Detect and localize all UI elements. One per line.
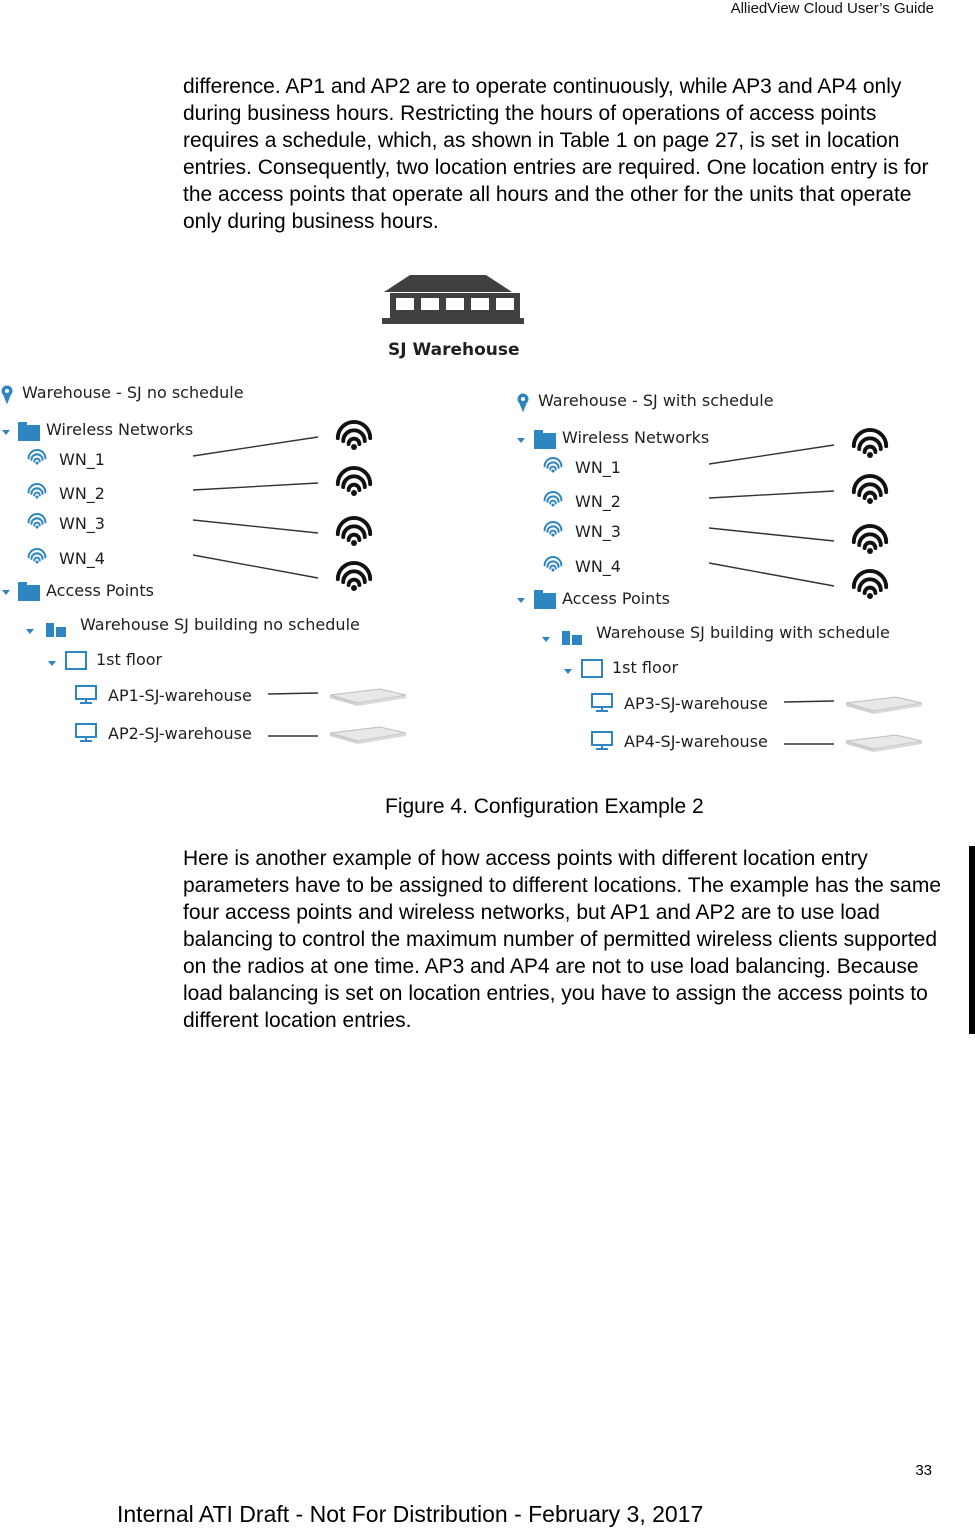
expand-arrow-icon	[542, 637, 550, 642]
connector-line	[709, 491, 834, 498]
building-icon	[46, 623, 66, 637]
right-network-list	[545, 430, 887, 599]
change-bar	[969, 846, 975, 1034]
connector-line	[193, 555, 318, 578]
wifi-icon	[338, 468, 370, 496]
access-point-device-icon	[846, 697, 922, 714]
small-wifi-icon	[545, 458, 562, 473]
right-ap-list	[592, 694, 922, 752]
wifi-icon	[338, 563, 370, 591]
network-label: WN_4	[575, 557, 621, 576]
network-label: WN_1	[59, 450, 105, 469]
connector-line	[268, 693, 318, 694]
network-label: WN_1	[575, 458, 621, 477]
ap-label: AP1-SJ-warehouse	[108, 686, 252, 705]
left-network-list	[29, 422, 371, 591]
folder-icon	[18, 582, 40, 601]
expand-arrow-icon	[564, 669, 572, 674]
building-icon	[562, 631, 582, 645]
configuration-diagram	[0, 265, 975, 770]
monitor-icon	[592, 694, 612, 711]
connector-line	[709, 445, 834, 464]
access-point-device-icon	[846, 735, 922, 752]
connector-line	[193, 483, 318, 490]
left-ap-list	[76, 686, 406, 744]
left-location-label: Warehouse - SJ no schedule	[22, 383, 244, 402]
left-building-label: Warehouse SJ building no schedule	[80, 615, 360, 634]
connector-line	[709, 528, 834, 541]
ap-label: AP4-SJ-warehouse	[624, 732, 768, 751]
left-tree	[2, 383, 406, 744]
floor-icon	[582, 660, 602, 677]
floor-icon	[66, 652, 86, 669]
left-wireless-networks-label: Wireless Networks	[46, 420, 194, 439]
network-label: WN_3	[59, 514, 105, 533]
right-floor-label: 1st floor	[612, 658, 679, 677]
expand-arrow-icon	[517, 598, 525, 603]
folder-icon	[534, 590, 556, 609]
expand-arrow-icon	[517, 438, 525, 443]
ap-label: AP3-SJ-warehouse	[624, 694, 768, 713]
location-pin-icon	[518, 394, 528, 411]
connector-line	[193, 520, 318, 533]
location-pin-icon	[2, 386, 12, 403]
monitor-icon	[76, 686, 96, 703]
page-number: 33	[915, 1462, 932, 1479]
wifi-icon	[854, 476, 886, 504]
small-wifi-icon	[29, 514, 46, 529]
figure-caption: Figure 4. Configuration Example 2	[385, 795, 704, 818]
running-header: AlliedView Cloud User’s Guide	[730, 0, 934, 17]
expand-arrow-icon	[26, 629, 34, 634]
connector-line	[784, 701, 834, 702]
draft-footer: Internal ATI Draft - Not For Distribution - February 3, 2017	[117, 1501, 704, 1527]
wifi-icon	[854, 526, 886, 554]
expand-arrow-icon	[2, 590, 10, 595]
right-tree	[517, 391, 922, 752]
left-floor-label: 1st floor	[96, 650, 163, 669]
network-label: WN_2	[59, 484, 105, 503]
body-paragraph-2: Here is another example of how access points with different location entry parameters have to be assigned to different locations. The example has the same four access points and wireless networks, but AP1 and AP2 are to use load balancing to control the maximum number of permitted wireless clients supported on the radios at one time. AP3 and AP4 are not to use load balancing. Because load balancing is set on location entries, you have to assign the access points to different location entries.	[183, 847, 942, 1032]
right-wireless-networks-label: Wireless Networks	[562, 428, 710, 447]
expand-arrow-icon	[2, 430, 10, 435]
folder-icon	[18, 422, 40, 441]
small-wifi-icon	[545, 557, 562, 572]
right-building-label: Warehouse SJ building with schedule	[596, 623, 890, 642]
right-access-points-label: Access Points	[562, 589, 670, 608]
left-access-points-label: Access Points	[46, 581, 154, 600]
wifi-icon	[854, 430, 886, 458]
small-wifi-icon	[29, 484, 46, 499]
connector-line	[193, 437, 318, 456]
access-point-device-icon	[330, 727, 406, 744]
folder-icon	[534, 430, 556, 449]
connector-line	[709, 563, 834, 586]
access-point-device-icon	[330, 689, 406, 706]
small-wifi-icon	[545, 522, 562, 537]
network-label: WN_3	[575, 522, 621, 541]
wifi-icon	[854, 571, 886, 599]
wifi-icon	[338, 422, 370, 450]
small-wifi-icon	[29, 450, 46, 465]
right-location-label: Warehouse - SJ with schedule	[538, 391, 774, 410]
ap-label: AP2-SJ-warehouse	[108, 724, 252, 743]
network-label: WN_2	[575, 492, 621, 511]
network-label: WN_4	[59, 549, 105, 568]
wifi-icon	[338, 518, 370, 546]
monitor-icon	[592, 732, 612, 749]
monitor-icon	[76, 724, 96, 741]
expand-arrow-icon	[48, 661, 56, 666]
small-wifi-icon	[545, 492, 562, 507]
building-label: SJ Warehouse	[388, 340, 520, 360]
small-wifi-icon	[29, 549, 46, 564]
warehouse-building-icon	[382, 275, 524, 324]
body-paragraph-1: difference. AP1 and AP2 are to operate continuously, while AP3 and AP4 only during business hours. Restricting the hours of operations of access points requires a schedule, which, as shown in Table 1 on page 27, is set in location entries. Consequently, two location entries are required. One location entry is for the access points that operate all hours and the other for the units that operate only during business hours.	[183, 75, 929, 233]
